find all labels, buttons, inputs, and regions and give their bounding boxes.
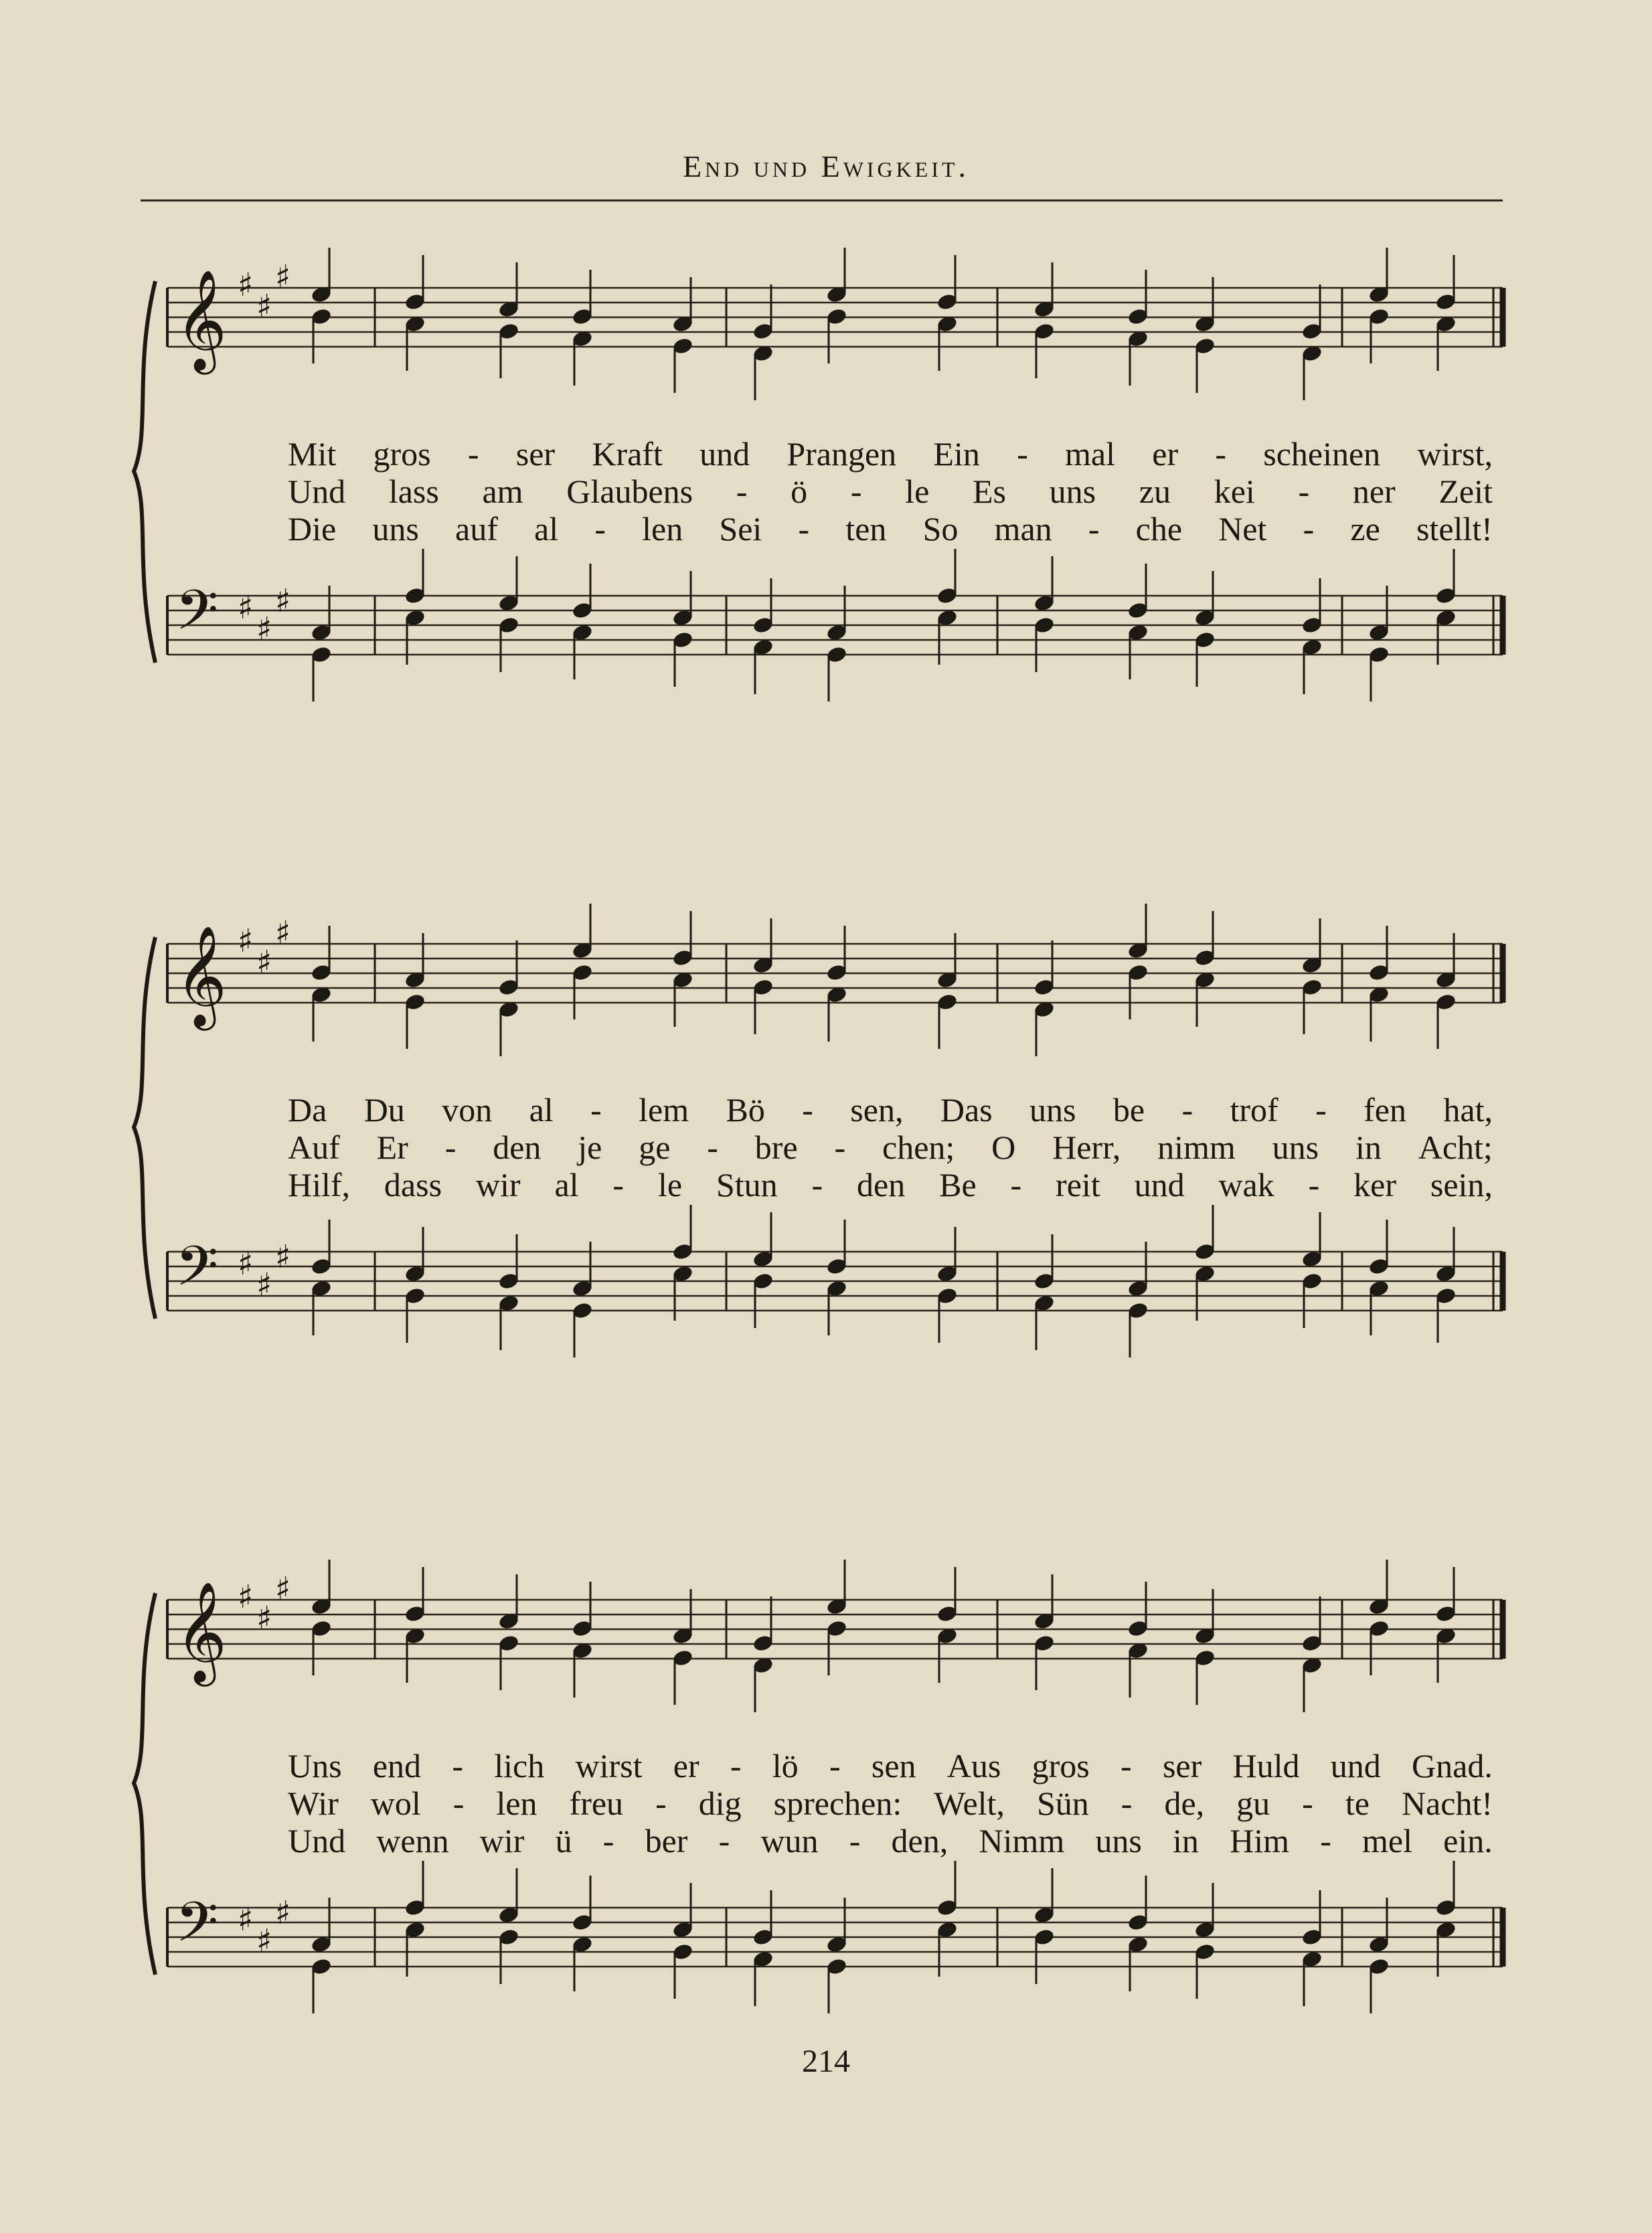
sharp-icon: ♯	[238, 1245, 254, 1283]
lyric-syllable: mal	[1065, 435, 1115, 473]
lyric-syllable: ze	[1350, 510, 1380, 548]
lyric-syllable: -	[594, 510, 606, 548]
lyric-syllable: -	[444, 1129, 457, 1166]
lyric-syllable: reit	[1056, 1166, 1100, 1204]
lyric-syllable: uns	[1029, 1091, 1076, 1129]
lyric-syllable: -	[718, 1822, 730, 1859]
lyric-syllable: wenn	[376, 1822, 449, 1859]
bass-clef-icon: 𝄢	[175, 578, 219, 656]
lyric-syllable: Die	[288, 510, 337, 548]
lyric-syllable: und	[1134, 1166, 1185, 1204]
lyric-syllable: und	[699, 435, 750, 473]
lyric-syllable: gros	[1031, 1747, 1090, 1785]
music-system-2	[0, 897, 1652, 1406]
lyric-syllable: den	[857, 1166, 906, 1204]
lyric-syllable: che	[1135, 510, 1183, 548]
lyric-syllable: wol	[370, 1785, 421, 1822]
lyric-syllable: lass	[388, 473, 439, 510]
lyric-syllable: sen	[871, 1747, 916, 1785]
lyric-syllable: -	[1121, 1747, 1132, 1785]
lyric-line	[288, 510, 1493, 548]
lyric-syllable: -	[850, 473, 862, 510]
treble-clef-icon: 𝄞	[175, 1580, 227, 1682]
lyric-syllable: de,	[1164, 1785, 1205, 1822]
lyric-syllable: Ein	[933, 435, 980, 473]
sharp-icon: ♯	[238, 589, 254, 627]
lyric-syllable: -	[1181, 1091, 1193, 1129]
lyric-syllable: den,	[891, 1822, 948, 1859]
lyric-syllable: al	[554, 1166, 579, 1204]
lyric-syllable: Him	[1230, 1822, 1290, 1859]
sharp-icon: ♯	[256, 288, 272, 325]
sharp-icon: ♯	[275, 1894, 291, 1932]
lyric-syllable: ten	[845, 510, 887, 548]
lyric-syllable: er	[1152, 435, 1179, 473]
lyric-syllable: wirst	[575, 1747, 643, 1785]
lyric-syllable: Sün	[1036, 1785, 1089, 1822]
lyric-syllable: wirst,	[1417, 435, 1493, 473]
lyric-syllable: -	[590, 1091, 602, 1129]
lyric-syllable: -	[811, 1166, 823, 1204]
lyric-syllable: Aus	[946, 1747, 1001, 1785]
lyric-syllable: Zeit	[1438, 473, 1493, 510]
lyric-line	[288, 1785, 1493, 1822]
lyric-syllable: Sei	[719, 510, 762, 548]
lyric-syllable: -	[1215, 435, 1226, 473]
lyric-syllable: Nacht!	[1401, 1785, 1493, 1822]
sharp-icon: ♯	[256, 1922, 272, 1960]
lyric-syllable: Bö	[726, 1091, 765, 1129]
bass-clef-icon: 𝄢	[175, 1890, 219, 1968]
lyric-syllable: wun	[760, 1822, 819, 1859]
lyric-syllable: trof	[1230, 1091, 1278, 1129]
lyric-syllable: ein.	[1443, 1822, 1493, 1859]
lyric-syllable: sen,	[850, 1091, 904, 1129]
lyric-syllable: uns	[372, 510, 419, 548]
lyric-syllable: Wir	[288, 1785, 339, 1822]
lyric-syllable: -	[1308, 1166, 1320, 1204]
lyric-syllable: end	[372, 1747, 422, 1785]
lyric-syllable: -	[452, 1747, 463, 1785]
lyric-syllable: ge	[639, 1129, 671, 1166]
lyric-syllable: chen;	[882, 1129, 955, 1166]
lyric-syllable: und	[1330, 1747, 1381, 1785]
system-brace	[134, 1593, 155, 1975]
lyric-syllable: Uns	[288, 1747, 342, 1785]
lyric-syllable: Es	[972, 473, 1006, 510]
system-brace	[134, 281, 155, 663]
lyric-syllable: -	[849, 1822, 861, 1859]
lyric-syllable: gu	[1236, 1785, 1270, 1822]
lyric-syllable: von	[442, 1091, 493, 1129]
lyric-syllable: hat,	[1443, 1091, 1493, 1129]
sharp-icon: ♯	[256, 1600, 272, 1637]
sharp-icon: ♯	[275, 1238, 291, 1276]
lyric-syllable: Da	[288, 1091, 327, 1129]
lyric-syllable: -	[730, 1747, 742, 1785]
lyric-syllable: -	[602, 1822, 614, 1859]
lyric-syllable: -	[736, 473, 748, 510]
lyric-syllable: Kraft	[592, 435, 663, 473]
lyric-syllable: er	[673, 1747, 699, 1785]
sharp-icon: ♯	[256, 1266, 272, 1304]
lyric-syllable: Auf	[288, 1129, 340, 1166]
lyric-syllable: le	[905, 473, 930, 510]
lyric-syllable: So	[922, 510, 959, 548]
lyric-syllable: -	[1121, 1785, 1133, 1822]
lyric-syllable: bre	[754, 1129, 798, 1166]
lyric-syllable: ser	[1162, 1747, 1202, 1785]
lyric-syllable: Stun	[716, 1166, 778, 1204]
lyric-syllable: fen	[1364, 1091, 1406, 1129]
lyric-syllable: len	[642, 510, 683, 548]
sharp-icon: ♯	[275, 582, 291, 620]
lyric-syllable: Er	[376, 1129, 408, 1166]
lyric-syllable: auf	[455, 510, 498, 548]
page-number: 214	[802, 2044, 850, 2079]
lyric-syllable: ber	[645, 1822, 688, 1859]
lyric-syllable: al	[534, 510, 559, 548]
lyric-syllable: gros	[373, 435, 431, 473]
lyric-syllable: ner	[1352, 473, 1396, 510]
lyric-syllable: je	[578, 1129, 602, 1166]
sharp-icon: ♯	[256, 944, 272, 981]
lyric-syllable: uns	[1272, 1129, 1319, 1166]
lyric-syllable: -	[1298, 473, 1310, 510]
lyric-syllable: -	[452, 1785, 465, 1822]
lyric-syllable: len	[496, 1785, 538, 1822]
lyric-syllable: Glaubens	[566, 473, 693, 510]
lyric-syllable: -	[612, 1166, 625, 1204]
sharp-icon: ♯	[256, 610, 272, 648]
music-system-3	[0, 1553, 1652, 2062]
lyric-syllable: be	[1112, 1091, 1145, 1129]
lyric-syllable: Acht;	[1418, 1129, 1493, 1166]
lyric-syllable: Gnad.	[1412, 1747, 1493, 1785]
lyric-line	[288, 435, 1493, 473]
lyric-syllable: nimm	[1157, 1129, 1236, 1166]
lyric-syllable: dass	[384, 1166, 442, 1204]
lyric-syllable: -	[1010, 1166, 1022, 1204]
lyric-syllable: -	[1320, 1822, 1331, 1859]
lyric-line	[288, 1166, 1493, 1204]
music-system-1	[0, 241, 1652, 750]
lyric-syllable: -	[1302, 1785, 1313, 1822]
lyric-line	[288, 1091, 1493, 1129]
lyric-syllable: te	[1345, 1785, 1370, 1822]
lyric-syllable: O	[991, 1129, 1016, 1166]
lyric-syllable: lem	[639, 1091, 689, 1129]
lyric-syllable: Mit	[288, 435, 337, 473]
lyric-syllable: Herr,	[1052, 1129, 1121, 1166]
lyric-syllable: Hilf,	[288, 1166, 351, 1204]
lyric-line	[288, 1822, 1493, 1859]
sharp-icon: ♯	[275, 914, 291, 952]
lyric-syllable: Du	[363, 1091, 405, 1129]
lyric-syllable: lö	[772, 1747, 799, 1785]
lyric-syllable: ser	[515, 435, 556, 473]
treble-clef-icon: 𝄞	[175, 268, 227, 370]
lyric-syllable: Net	[1218, 510, 1267, 548]
lyric-syllable: -	[802, 1091, 813, 1129]
lyric-syllable: Und	[288, 1822, 346, 1859]
lyric-syllable: -	[655, 1785, 667, 1822]
lyric-syllable: Welt,	[934, 1785, 1005, 1822]
lyric-syllable: -	[467, 435, 479, 473]
lyric-syllable: ö	[791, 473, 808, 510]
lyric-syllable: wir	[479, 1822, 525, 1859]
sharp-icon: ♯	[238, 266, 254, 304]
lyric-syllable: kei	[1214, 473, 1255, 510]
lyric-syllable: freu	[569, 1785, 624, 1822]
lyric-syllable: wir	[475, 1166, 521, 1204]
lyric-line	[288, 1129, 1493, 1166]
lyric-syllable: -	[829, 1747, 841, 1785]
sharp-icon: ♯	[275, 1570, 291, 1608]
lyric-syllable: -	[1315, 1091, 1327, 1129]
header-rule	[141, 199, 1503, 201]
lyric-syllable: lich	[494, 1747, 545, 1785]
lyric-syllable: Nimm	[979, 1822, 1065, 1859]
lyric-syllable: den	[493, 1129, 542, 1166]
lyric-syllable: in	[1355, 1129, 1382, 1166]
lyric-syllable: Das	[940, 1091, 993, 1129]
lyric-syllable: wak	[1218, 1166, 1274, 1204]
lyric-syllable: zu	[1139, 473, 1171, 510]
lyric-syllable: am	[482, 473, 523, 510]
lyric-syllable: scheinen	[1263, 435, 1381, 473]
lyric-syllable: ker	[1353, 1166, 1396, 1204]
lyric-syllable: uns	[1049, 473, 1096, 510]
lyric-syllable: mel	[1362, 1822, 1412, 1859]
lyric-syllable: -	[834, 1129, 846, 1166]
sharp-icon: ♯	[238, 1578, 254, 1616]
bass-clef-icon: 𝄢	[175, 1234, 219, 1312]
lyric-syllable: stellt!	[1416, 510, 1493, 548]
lyric-syllable: Be	[939, 1166, 977, 1204]
sharp-icon: ♯	[238, 922, 254, 960]
sharp-icon: ♯	[275, 258, 291, 296]
lyric-syllable: -	[1017, 435, 1028, 473]
lyric-line	[288, 1747, 1493, 1785]
lyric-syllable: Huld	[1232, 1747, 1300, 1785]
lyric-syllable: sprechen:	[773, 1785, 902, 1822]
treble-clef-icon: 𝄞	[175, 924, 227, 1026]
page-header: End und Ewigkeit.	[682, 149, 970, 183]
lyric-syllable: -	[707, 1129, 718, 1166]
lyric-syllable: al	[529, 1091, 554, 1129]
system-brace	[134, 937, 155, 1319]
lyric-syllable: ü	[555, 1822, 572, 1859]
lyric-syllable: le	[657, 1166, 683, 1204]
lyric-syllable: -	[798, 510, 810, 548]
lyric-syllable: in	[1173, 1822, 1199, 1859]
sharp-icon: ♯	[238, 1901, 254, 1938]
lyric-syllable: dig	[698, 1785, 742, 1822]
lyric-syllable: man	[994, 510, 1052, 548]
lyric-syllable: -	[1303, 510, 1315, 548]
lyric-syllable: Prangen	[787, 435, 897, 473]
lyric-syllable: -	[1088, 510, 1100, 548]
lyric-syllable: sein,	[1430, 1166, 1493, 1204]
lyric-line	[288, 473, 1493, 510]
lyric-syllable: Und	[288, 473, 346, 510]
lyric-syllable: uns	[1095, 1822, 1142, 1859]
